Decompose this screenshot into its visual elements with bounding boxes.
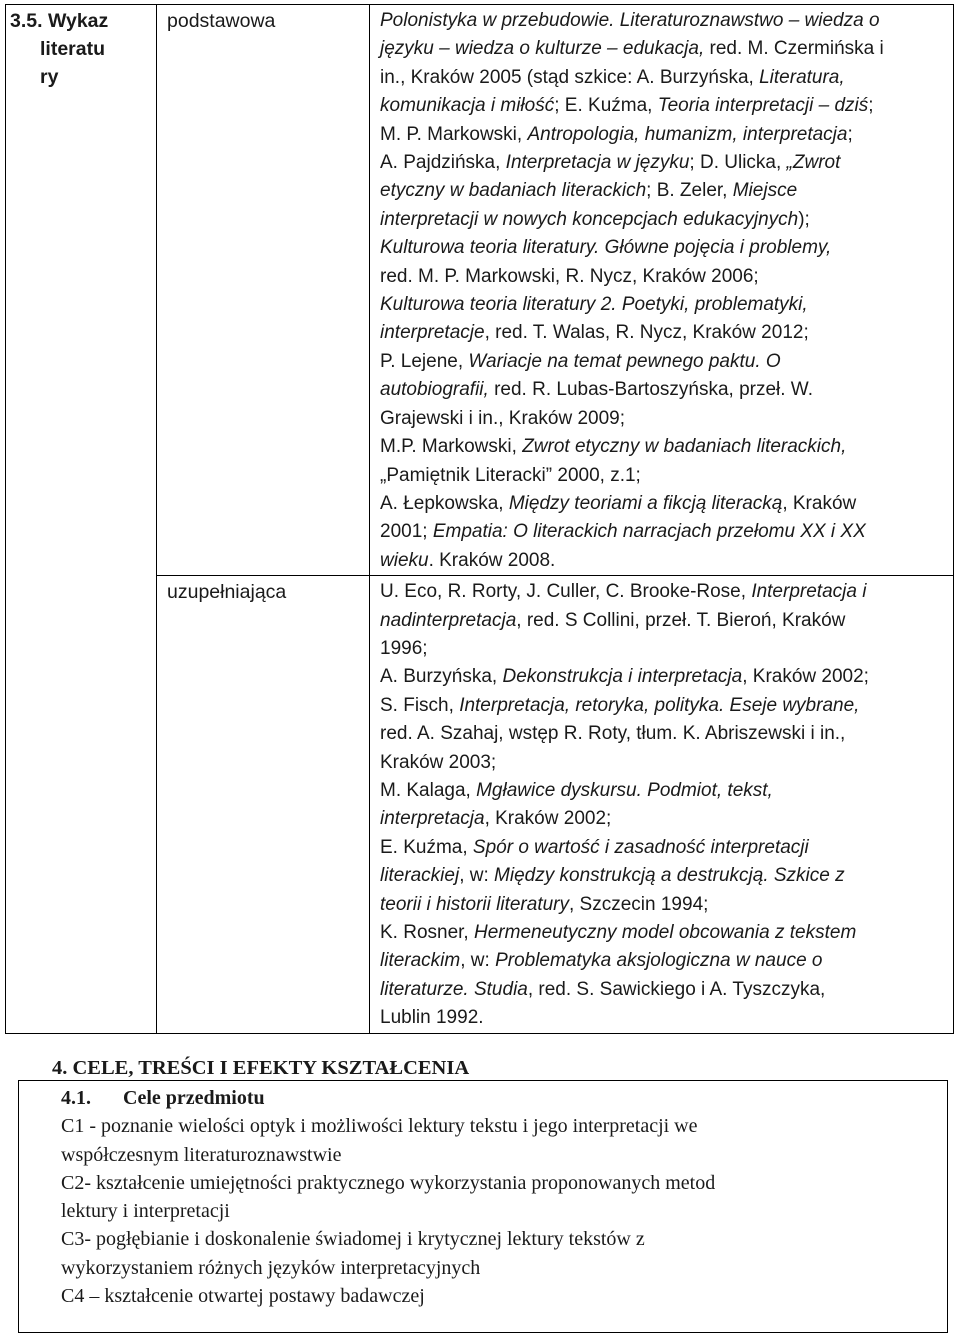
section-label-line-2: literatu <box>40 38 106 60</box>
citation-text: ); <box>798 208 810 230</box>
citation-text: ; <box>847 123 853 145</box>
citation-text: red. R. Lubas-Bartoszyńska, przeł. W. <box>488 379 813 401</box>
basic-entry-line <box>380 206 945 234</box>
supplementary-entry-line <box>380 947 945 975</box>
supplementary-entry-line <box>380 720 945 748</box>
literature-table <box>5 4 954 1034</box>
citation-text: E. Kuźma, <box>380 836 473 858</box>
italic-title-text: interpretacja <box>380 808 485 830</box>
italic-title-text: literackiej <box>380 865 460 887</box>
citation-text: M.P. Markowski, <box>380 436 523 458</box>
italic-title-text: Literatura, <box>759 66 845 88</box>
citation-text: „Pamiętnik Literacki” 2000, z.1; <box>380 464 641 486</box>
basic-entry-line <box>380 433 945 461</box>
citation-text: in., Kraków 2005 (stąd szkice: A. Burzyńska, <box>380 66 760 88</box>
citation-text: red. A. Szahaj, wstęp R. Roty, tłum. K. Abriszewski i in., <box>380 723 846 745</box>
italic-title-text: interpretacje <box>380 322 485 344</box>
italic-title-text: interpretacji w nowych koncepcjach edukacyjnych <box>380 208 799 230</box>
section-3-5-label <box>6 5 157 1034</box>
italic-title-text: Między teoriami a fikcją literacką <box>508 492 783 514</box>
citation-text: Grajewski i in., Kraków 2009; <box>380 407 625 429</box>
citation-text: . Kraków 2008. <box>428 549 556 571</box>
supplementary-entry-line <box>380 692 945 720</box>
supplementary-entry-line <box>380 578 945 606</box>
citation-text: red. M. P. Markowski, R. Nycz, Kraków 2006; <box>380 265 759 287</box>
italic-title-text: etyczny w badaniach literackich <box>380 180 647 202</box>
section-label-line-3: ry <box>40 66 59 88</box>
citation-text: , w: <box>460 950 496 972</box>
italic-title-text: Antropologia, humanizm, interpretacja <box>527 123 848 145</box>
citation-text: ; E. Kuźma, <box>554 95 658 117</box>
citation-text: ; B. Zeler, <box>646 180 733 202</box>
italic-title-text: języku – wiedza o kulturze – edukacja, <box>380 38 705 60</box>
citation-text: M. Kalaga, <box>380 779 477 801</box>
citation-text: A. Burzyńska, <box>380 666 503 688</box>
goal-line: współczesnym literaturoznawstwie <box>61 1143 342 1166</box>
citation-text: , w: <box>459 865 495 887</box>
basic-entry-line <box>380 518 945 546</box>
italic-title-text: literackim <box>380 950 461 972</box>
supplementary-entry-line <box>380 749 945 777</box>
goal-line: C2- kształcenie umiejętności praktycznego wykorzystania proponowanych metod <box>61 1171 716 1194</box>
citation-text: 1996; <box>380 637 428 659</box>
supplementary-entry-line <box>380 777 945 805</box>
italic-title-text: „Zwrot <box>786 152 841 174</box>
italic-title-text: Hermeneutyczny model obcowania z tekstem <box>474 922 857 943</box>
supplementary-entry-line <box>380 663 945 691</box>
supplementary-entry-line <box>380 635 945 663</box>
citation-text: , red. S. Sawickiego i A. Tyszczyka, <box>527 978 826 1000</box>
supplementary-entry-line <box>380 919 945 947</box>
italic-title-text: Polonistyka w przebudowie. Literaturoznawstwo – wiedza o <box>380 10 880 31</box>
citation-text: , Kraków 2002; <box>742 666 869 688</box>
basic-entry-line <box>380 547 945 575</box>
basic-entry-line <box>380 319 945 347</box>
goal-line: wykorzystaniem różnych języków interpretacyjnych <box>61 1256 481 1279</box>
italic-title-text: nadinterpretacja <box>380 609 517 631</box>
italic-title-text: Kulturowa teoria literatury. Główne pojęcia i problemy, <box>380 237 832 259</box>
citation-text: M. P. Markowski, <box>380 123 528 145</box>
citation-text: , red. T. Walas, R. Nycz, Kraków 2012; <box>484 322 809 344</box>
basic-entry-line <box>380 92 945 120</box>
italic-title-text: Zwrot etyczny w badaniach literackich, <box>522 436 847 458</box>
supplementary-label: uzupełniająca <box>157 576 370 1034</box>
subsection-title: Cele przedmiotu <box>123 1087 265 1109</box>
goal-line: C1 - poznanie wielości optyk i możliwości lektury tekstu i jego interpretacji we <box>61 1115 698 1138</box>
italic-title-text: Mgławice dyskursu. Podmiot, tekst, <box>476 779 773 801</box>
citation-text: S. Fisch, <box>380 694 460 716</box>
basic-label: podstawowa <box>157 5 370 576</box>
citation-text: U. Eco, R. Rorty, J. Culler, C. Brooke-Rose, <box>380 581 752 603</box>
supplementary-bibliography <box>370 576 954 1034</box>
basic-entry-line <box>380 376 945 404</box>
basic-entry-line <box>380 64 945 92</box>
basic-entry-line <box>380 121 945 149</box>
italic-title-text: Problematyka aksjologiczna w nauce o <box>495 950 823 972</box>
italic-title-text: Interpretacja, retoryka, polityka. Eseje wybrane, <box>459 694 860 716</box>
italic-title-text: Empatia: O literackich narracjach przełomu XX i XX <box>432 521 866 543</box>
citation-text: K. Rosner, <box>380 922 474 943</box>
subsection-number: 4.1. <box>61 1087 91 1109</box>
citation-text: ; D. Ulicka, <box>689 152 787 174</box>
italic-title-text: teorii i historii literatury <box>380 893 569 915</box>
italic-title-text: Miejsce <box>732 180 798 202</box>
section-4-heading: 4. CELE, TREŚCI I EFEKTY KSZTAŁCENIA <box>52 1057 470 1079</box>
italic-title-text: Interpretacja i <box>751 581 867 603</box>
section-label-line-1: 3.5. Wykaz <box>10 10 109 32</box>
goal-line: C4 – kształcenie otwartej postawy badawczej <box>61 1285 425 1308</box>
basic-entry-line <box>380 177 945 205</box>
goal-list <box>61 1112 947 1310</box>
basic-bibliography <box>370 5 954 576</box>
italic-title-text: Między konstrukcją a destrukcją. Szkice z <box>494 865 845 887</box>
supplementary-entry-line <box>380 1004 945 1032</box>
supplementary-entry-line <box>380 891 945 919</box>
citation-text: Lublin 1992. <box>380 1007 484 1029</box>
italic-title-text: literaturze. Studia <box>380 978 528 1000</box>
supplementary-entry-line <box>380 862 945 890</box>
basic-entry-line <box>380 263 945 291</box>
citation-text: red. M. Czermińska i <box>704 38 884 60</box>
italic-title-text: Dekonstrukcja i interpretacja <box>502 666 743 688</box>
basic-entry-line <box>380 348 945 376</box>
italic-title-text: Spór o wartość i zasadność interpretacji <box>472 836 809 858</box>
italic-title-text: Interpretacja w języku <box>505 152 690 174</box>
basic-entry-line <box>380 35 945 63</box>
supplementary-entry-line <box>380 805 945 833</box>
supplementary-entry-line <box>380 607 945 635</box>
citation-text: , Szczecin 1994; <box>569 893 709 915</box>
citation-text: 2001; <box>380 521 433 543</box>
course-goals-box <box>18 1080 948 1333</box>
italic-title-text: Kulturowa teoria literatury 2. Poetyki, problematyki, <box>380 294 808 316</box>
citation-text: A. Pajdzińska, <box>380 152 506 174</box>
subsection-4-1-heading <box>61 1084 947 1112</box>
citation-text: A. Łepkowska, <box>380 492 509 514</box>
citation-text: P. Lejene, <box>380 350 469 372</box>
basic-entry-line <box>380 291 945 319</box>
basic-entry-line <box>380 490 945 518</box>
basic-entry-line <box>380 149 945 177</box>
italic-title-text: Wariacje na temat pewnego paktu. O <box>468 350 781 372</box>
citation-text: , Kraków <box>782 492 857 514</box>
italic-title-text: wieku <box>380 549 429 571</box>
citation-text: ; <box>868 95 874 117</box>
basic-entry-line <box>380 462 945 490</box>
citation-text: , Kraków 2002; <box>484 808 612 830</box>
italic-title-text: autobiografii, <box>380 379 489 401</box>
citation-text: , red. S Collini, przeł. T. Bieroń, Kraków <box>516 609 846 631</box>
basic-literature-row <box>6 5 954 576</box>
basic-entry-line <box>380 405 945 433</box>
supplementary-entry-line <box>380 834 945 862</box>
supplementary-entry-line <box>380 976 945 1004</box>
italic-title-text: Teoria interpretacji – dziś <box>657 95 869 117</box>
basic-entry-line <box>380 7 945 35</box>
citation-text: Kraków 2003; <box>380 751 497 773</box>
goal-line: C3- pogłębianie i doskonalenie świadomej i krytycznej lektury tekstów z <box>61 1228 645 1251</box>
basic-entry-line <box>380 234 945 262</box>
goal-line: lektury i interpretacji <box>61 1200 230 1223</box>
italic-title-text: komunikacja i miłość <box>380 95 555 117</box>
